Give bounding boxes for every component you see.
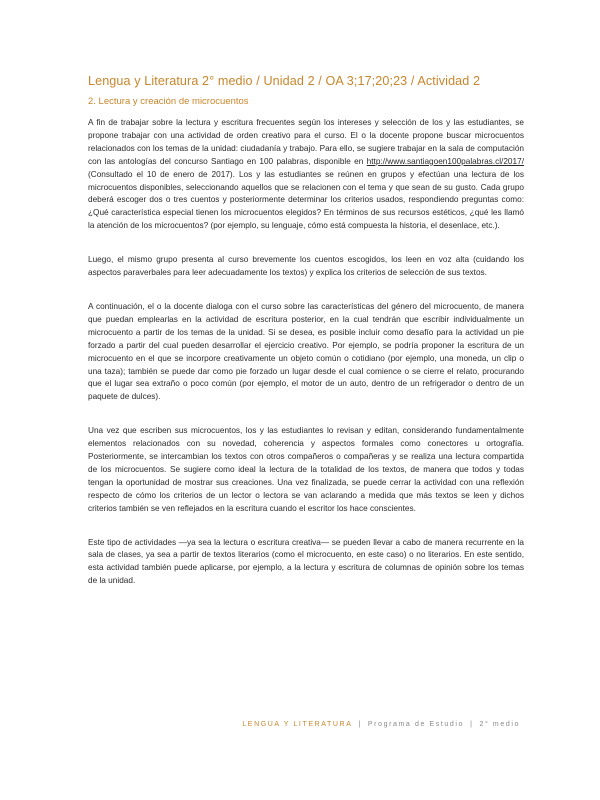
body-text bbox=[88, 117, 524, 609]
paragraph-2: Luego, el mismo grupo presenta al curso brevemente los cuentos escogidos, los leen en voz alta (cuidando los aspectos paraverbales para leer adecuadamente los textos) y explica los criterios de selección de sus textos. bbox=[88, 255, 524, 278]
footer-subject: LENGUA Y LITERATURA bbox=[242, 721, 353, 728]
footer-grade: 2° medio bbox=[479, 721, 520, 728]
paragraph-4: Una vez que escriben sus microcuentos, los y las estudiantes lo revisan y editan, considerando fundamentalmente elementos relacionados con su novedad, coherencia y aspectos formales como conectores u ortografía. Posteriormente, se intercambian los textos con otros compañeros o compañeras y se realiza una lectura compartida de los microcuentos. Se sugiere como ideal la lectura de la totalidad de los textos, de manera que todos y todas tengan la oportunidad de mostrar sus creaciones. Una vez finalizada, se puede cerrar la actividad con una reflexión respecto de cómo los criterios de un lector o lectora se van aclarando a medida que más textos se leen y dichos criterios también se ven reflejados en la escritura cuando el escritor los hace conscientes. bbox=[88, 426, 524, 513]
footer-program: Programa de Estudio bbox=[367, 721, 465, 728]
page-title: Lengua y Literatura 2° medio / Unidad 2 / OA 3;17;20;23 / Actividad 2 bbox=[88, 74, 481, 88]
footer-separator: | bbox=[358, 721, 362, 728]
paragraph-3: A continuación, el o la docente dialoga con el curso sobre las características del género del microcuento, de manera que puedan emplearlas en la actividad de escritura posterior, en la cual tendrán que escribir individualmente un microcuento a partir de los temas de la unidad. Si se desea, es posible incluir como desafío para la actividad un pie forzado a partir del cual pueden desarrollar el ejercicio creativo. Por ejemplo, se podría proponer la escritura de un microcuento en el que se incorpore creativamente un objeto común o cotidiano (por ejemplo, una moneda, un clip o una taza); también se puede dar como pie forzado un lugar desde el cual comience o se cierre el relato, procurando que el lugar sea extraño o poco común (por ejemplo, el motor de un auto, dentro de un refrigerador o dentro de un paquete de dulces). bbox=[88, 301, 524, 402]
paragraph-5: Este tipo de actividades —ya sea la lectura o escritura creativa— se pueden llevar a cabo de manera recurrente en la sala de clases, ya sea a partir de textos literarios (como el microcuento, en este caso) o no literarios. En este sentido, esta actividad también puede aplicarse, por ejemplo, a la lectura y escritura de columnas de opinión sobre los temas de la unidad. bbox=[88, 537, 524, 586]
page-footer bbox=[220, 721, 520, 728]
paragraph-1 bbox=[88, 117, 524, 233]
section-subtitle: 2. Lectura y creación de microcuentos bbox=[88, 96, 249, 107]
paragraph-1-end: (Consultado el 10 de enero de 2017). Los y las estudiantes se reúnen en grupos y efectúan una lectura de los microcuentos disponibles, seleccionando aquellos que se relacionen con el tema y que sean de su gusto. Cada grupo deberá escoger dos o tres cuentos y posteriormente determinar los criterios usados, respondiendo preguntas como: ¿Qué característica especial tienen los microcuentos elegidos? En términos de sus recursos estéticos, ¿qué les llamó la atención de los microcuentos? (por ejemplo, su lenguaje, cómo está compuesta la historia, el desenlace, etc.). bbox=[88, 169, 524, 231]
santiago-100-link[interactable]: http://www.santiagoen100palabras.cl/2017/ bbox=[366, 156, 524, 166]
footer-separator: | bbox=[470, 721, 474, 728]
paragraph-1-start: A fin de trabajar sobre la lectura y escritura frecuentes según los intereses y selección de los y las estudiantes, se propone trabajar con una actividad de orden creativo para el curso. El o la docente propone buscar microcuentos relacionados con los temas de la unidad: ciudadanía y trabajo. Para ello, se sugiere trabajar en la sala de computación con las antologías del concurso Santiago en 100 palabras, disponible en bbox=[88, 118, 524, 166]
